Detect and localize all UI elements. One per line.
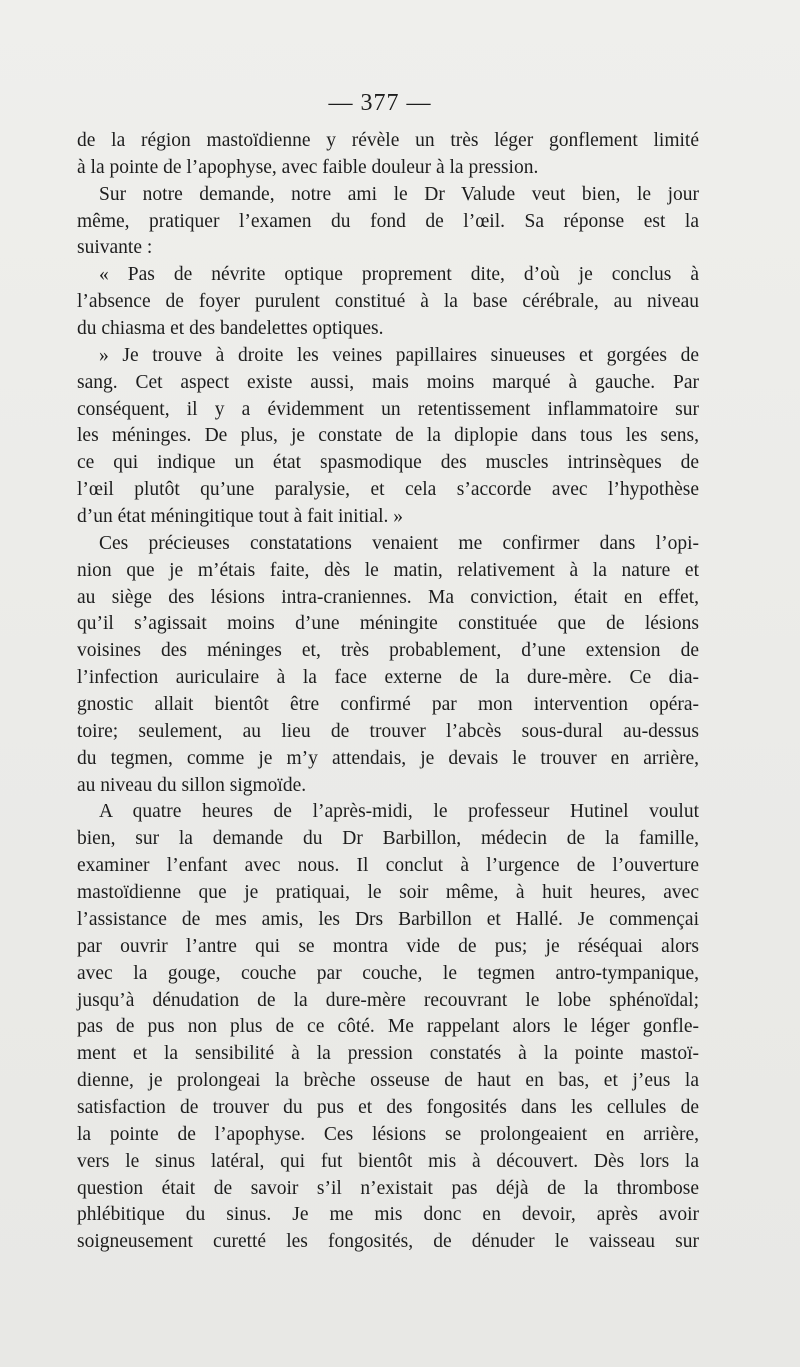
text-line: examiner l’enfant avec nous. Il conclut à l’urgence de l’ouverture — [77, 855, 699, 877]
text-line: sang. Cet aspect existe aussi, mais moins marqué à gauche. Par — [77, 371, 699, 393]
text-line: du tegmen, comme je m’y attendais, je devais le trouver en arrière, — [77, 747, 699, 769]
text-line: soigneusement curetté les fongosités, de dénuder le vaisseau sur — [77, 1231, 699, 1253]
text-line: au siège des lésions intra-craniennes. Ma conviction, était en effet, — [77, 586, 699, 608]
text-line: ment et la sensibilité à la pression constatés à la pointe mastoï- — [77, 1043, 699, 1065]
text-line: l’assistance de mes amis, les Drs Barbillon et Hallé. Je commençai — [77, 908, 699, 930]
text-line: qu’il s’agissait moins d’une méningite constituée que de lésions — [77, 613, 699, 635]
text-line: ce qui indique un état spasmodique des muscles intrinsèques de — [77, 452, 699, 474]
text-line: toire; seulement, au lieu de trouver l’abcès sous-dural au-dessus — [77, 720, 699, 742]
text-line: l’œil plutôt qu’une paralysie, et cela s’accorde avec l’hypothèse — [77, 479, 699, 501]
text-line: vers le sinus latéral, qui fut bientôt mis à découvert. Dès lors la — [77, 1150, 699, 1172]
text-line: » Je trouve à droite les veines papillaires sinueuses et gorgées de — [99, 344, 699, 366]
text-line: par ouvrir l’antre qui se montra vide de pus; je réséquai alors — [77, 935, 699, 957]
text-line: mastoïdienne que je pratiquai, le soir même, à huit heures, avec — [77, 882, 699, 904]
text-line: bien, sur la demande du Dr Barbillon, médecin de la famille, — [77, 828, 699, 850]
text-line: les méninges. De plus, je constate de la diplopie dans tous les sens, — [77, 425, 699, 447]
text-line: gnostic allait bientôt être confirmé par mon intervention opéra- — [77, 694, 699, 716]
text-line: question était de savoir s’il n’existait pas déjà de la thrombose — [77, 1177, 699, 1199]
text-line: l’absence de foyer purulent constitué à la base cérébrale, au niveau — [77, 291, 699, 313]
text-line: du chiasma et des bandelettes optiques. — [77, 318, 384, 340]
body-text — [77, 128, 699, 1256]
text-line: « Pas de névrite optique proprement dite, d’où je conclus à — [99, 264, 699, 286]
text-line: de la région mastoïdienne y révèle un très léger gonflement limité — [77, 130, 699, 151]
text-line: A quatre heures de l’après-midi, le professeur Hutinel voulut — [99, 801, 699, 823]
text-line: même, pratiquer l’examen du fond de l’œil. Sa réponse est la — [77, 210, 699, 232]
text-line: Sur notre demande, notre ami le Dr Valude veut bien, le jour — [99, 183, 699, 205]
text-line: suivante : — [77, 237, 153, 259]
text-line: la pointe de l’apophyse. Ces lésions se prolongeaient en arrière, — [77, 1123, 699, 1145]
text-line: nion que je m’étais faite, dès le matin, relativement à la nature et — [77, 559, 699, 581]
text-line: conséquent, il y a évidemment un retentissement inflammatoire sur — [77, 398, 699, 420]
text-line: d’un état méningitique tout à fait initial. » — [77, 506, 404, 528]
text-line: avec la gouge, couche par couche, le tegmen antro-tympanique, — [77, 962, 699, 984]
text-line: pas de pus non plus de ce côté. Me rappelant alors le léger gonfle- — [77, 1016, 699, 1038]
text-line: satisfaction de trouver du pus et des fongosités dans les cellules de — [77, 1096, 699, 1118]
text-line: Ces précieuses constatations venaient me confirmer dans l’opi- — [99, 532, 699, 554]
text-line: jusqu’à dénudation de la dure-mère recouvrant le lobe sphénoïdal; — [77, 989, 699, 1011]
text-line: au niveau du sillon sigmoïde. — [77, 774, 307, 796]
text-line: voisines des méninges et, très probablement, d’une extension de — [77, 640, 699, 662]
text-line: dienne, je prolongeai la brèche osseuse de haut en bas, et j’eus la — [77, 1070, 699, 1092]
text-line: à la pointe de l’apophyse, avec faible douleur à la pression. — [77, 156, 539, 178]
page-number: — 377 — — [328, 90, 432, 116]
text-line: phlébitique du sinus. Je me mis donc en devoir, après avoir — [77, 1204, 699, 1226]
text-line: l’infection auriculaire à la face externe de la dure-mère. Ce dia- — [77, 667, 699, 689]
